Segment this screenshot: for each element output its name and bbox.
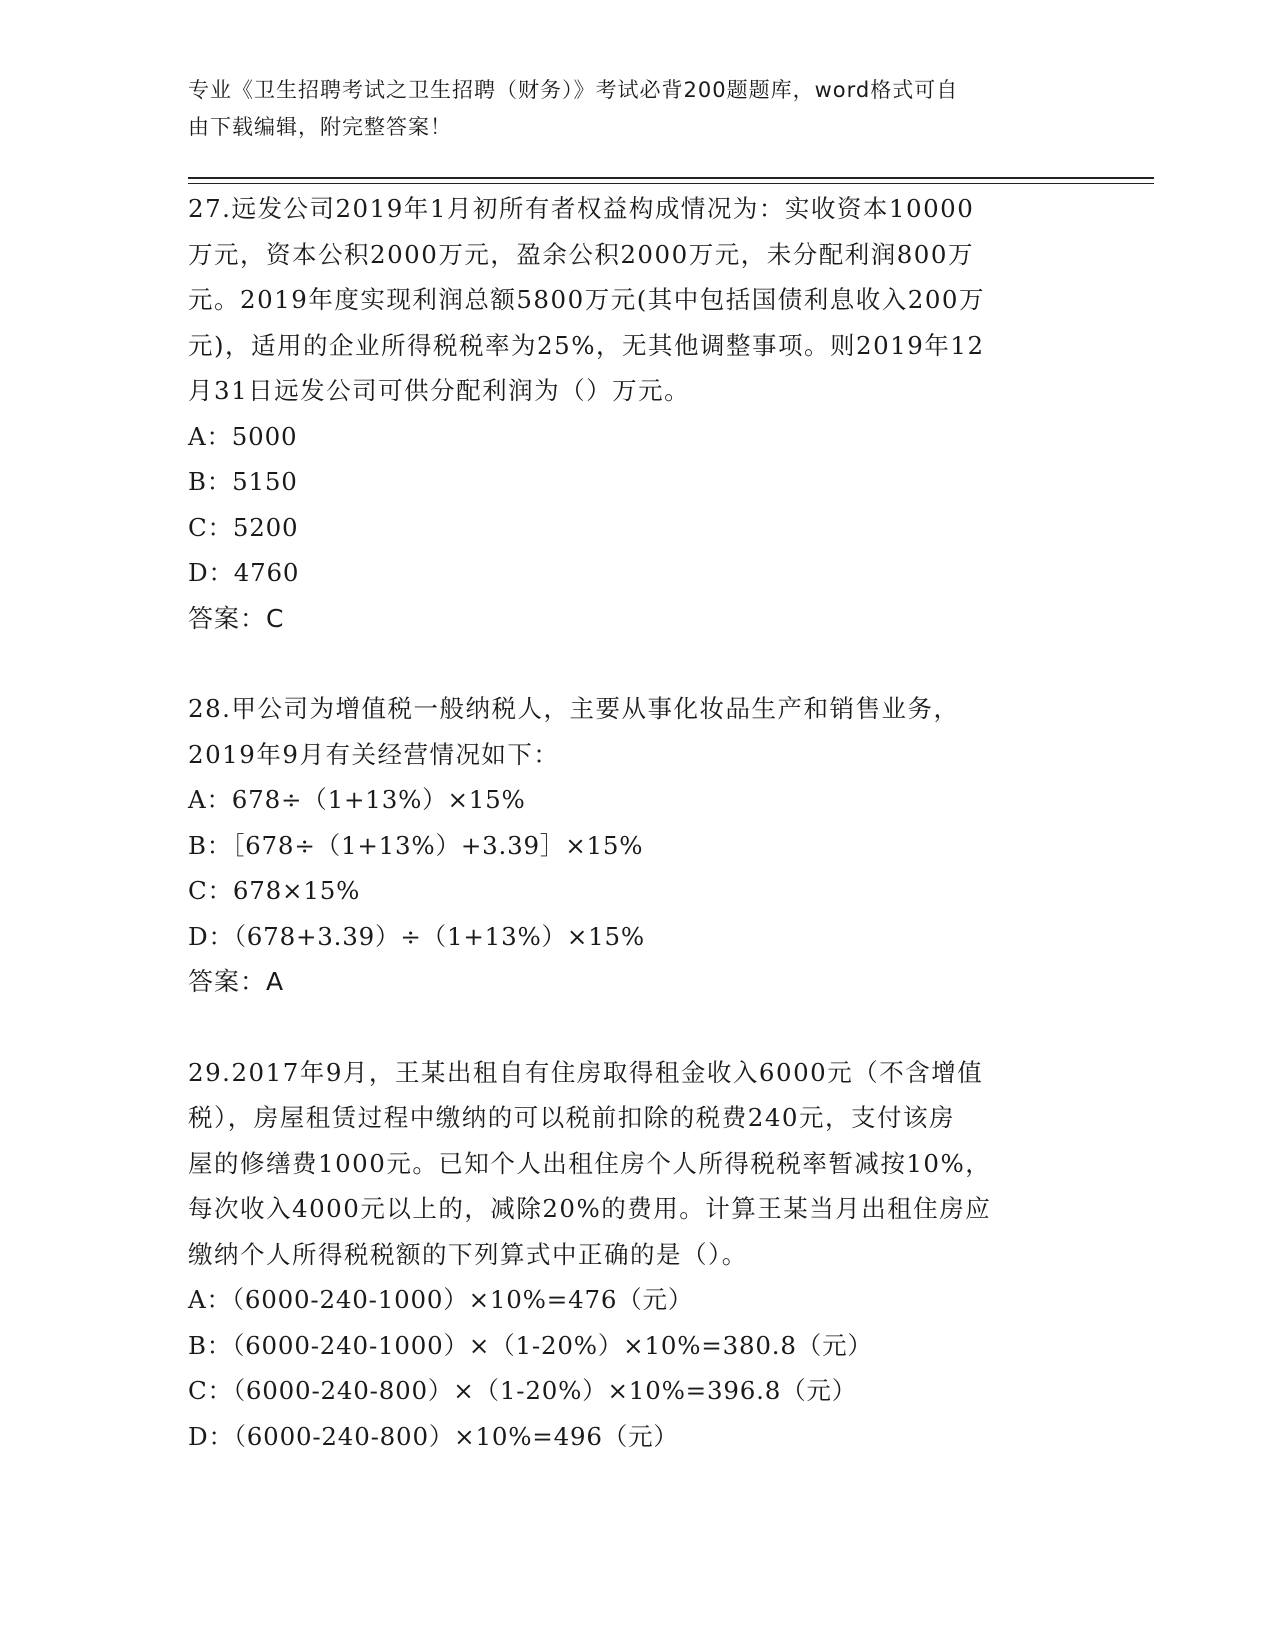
question-stem-line: 屋的修缮费1000元。已知个人出租住房个人所得税税率暂减按10%， bbox=[188, 1148, 992, 1178]
question-stem-line: 28.甲公司为增值税一般纳税人，主要从事化妆品生产和销售业务， bbox=[188, 694, 960, 723]
question-stem-line: 缴纳个人所得税税额的下列算式中正确的是（）。 bbox=[188, 1239, 748, 1269]
question-28 bbox=[188, 686, 1088, 1005]
header-divider-thin bbox=[188, 183, 1154, 184]
answer-line: 答案：C bbox=[188, 603, 285, 633]
question-stem-line: 27.远发公司2019年1月初所有者权益构成情况为：实收资本10000 bbox=[188, 194, 975, 223]
question-stem-line: 税），房屋租赁过程中缴纳的可以税前扣除的税费240元，支付该房 bbox=[188, 1103, 956, 1132]
spacer bbox=[188, 1005, 1088, 1050]
answer-line: 答案：A bbox=[188, 967, 285, 996]
option-d: D：（678+3.39）÷（1+13%）×15% bbox=[188, 921, 646, 951]
question-27 bbox=[188, 186, 1088, 641]
header-line-2: 由下载编辑，附完整答案！ bbox=[188, 115, 452, 139]
option-d: D：4760 bbox=[188, 558, 300, 587]
option-a: A：5000 bbox=[188, 421, 298, 451]
question-stem-line: 元)，适用的企业所得税税率为25%，无其他调整事项。则2019年12 bbox=[188, 330, 985, 360]
question-29 bbox=[188, 1050, 1088, 1460]
option-b: B：5150 bbox=[188, 467, 298, 496]
option-b: B：［678÷（1+13%）+3.39］×15% bbox=[188, 830, 644, 860]
option-c: C：5200 bbox=[188, 512, 299, 542]
header-divider-thick bbox=[188, 177, 1154, 179]
question-stem-line: 月31日远发公司可供分配利润为（）万元。 bbox=[188, 376, 691, 405]
option-b: B：（6000-240-1000）×（1-20%）×10%=380.8（元） bbox=[188, 1330, 873, 1360]
option-c: C：（6000-240-800）×（1-20%）×10%=396.8（元） bbox=[188, 1376, 858, 1405]
document-header bbox=[188, 72, 1068, 146]
question-stem-line: 元。2019年度实现利润总额5800万元(其中包括国债利息收入200万 bbox=[188, 285, 986, 314]
question-list bbox=[188, 186, 1088, 1459]
question-stem-line: 2019年9月有关经营情况如下： bbox=[188, 739, 560, 769]
question-stem-line: 万元，资本公积2000万元，盈余公积2000万元，未分配利润800万 bbox=[188, 239, 974, 269]
header-line-1: 专业《卫生招聘考试之卫生招聘（财务）》考试必背200题题库，word格式可自 bbox=[188, 78, 959, 102]
option-a: A：678÷（1+13%）×15% bbox=[188, 785, 526, 814]
option-a: A：（6000-240-1000）×10%=476（元） bbox=[188, 1285, 694, 1314]
option-c: C：678×15% bbox=[188, 876, 361, 905]
question-stem-line: 每次收入4000元以上的，减除20%的费用。计算王某当月出租住房应 bbox=[188, 1194, 992, 1223]
question-stem-line: 29.2017年9月，王某出租自有住房取得租金收入6000元（不含增值 bbox=[188, 1057, 984, 1087]
option-d: D：（6000-240-800）×10%=496（元） bbox=[188, 1421, 679, 1451]
spacer bbox=[188, 641, 1088, 686]
